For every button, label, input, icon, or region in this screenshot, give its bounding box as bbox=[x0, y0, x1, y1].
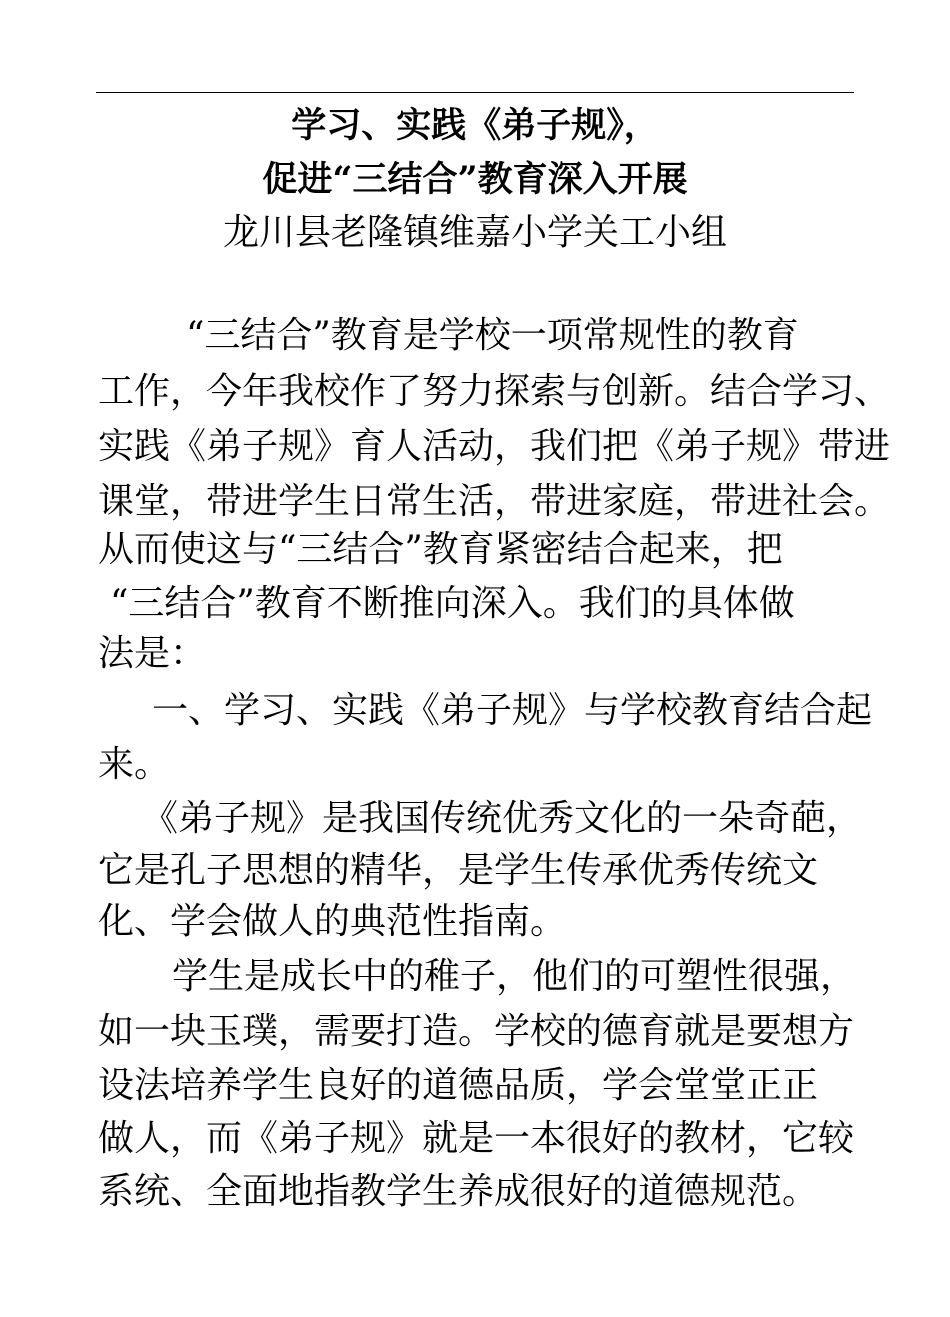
body-line-5: 从而使这与“三结合”教育紧密结合起来，把 bbox=[98, 529, 783, 570]
body-line-15: 设法培养学生良好的道德品质，学会堂堂正正 bbox=[98, 1065, 819, 1106]
body-line-17: 系统、全面地指教学生养成很好的道德规范。 bbox=[98, 1171, 819, 1212]
section-heading-1-end: 来。 bbox=[98, 744, 171, 785]
body-line-7: 法是： bbox=[98, 633, 207, 674]
body-line-6: “三结合”教育不断推向深入。我们的具体做 bbox=[110, 583, 795, 624]
document-author: 龙川县老隆镇维嘉小学关工小组 bbox=[222, 212, 727, 253]
document-title-line-2: 促进“三结合”教育深入开展 bbox=[262, 159, 688, 200]
body-line-3: 实践《弟子规》育人活动，我们把《弟子规》带进 bbox=[98, 426, 891, 467]
body-line-11: 它是孔子思想的精华，是学生传承优秀传统文 bbox=[98, 850, 819, 891]
section-heading-1: 一、学习、实践《弟子规》与学校教育结合起 bbox=[152, 690, 873, 731]
body-line-1: “三结合”教育是学校一项常规性的教育 bbox=[186, 315, 799, 356]
body-line-10: 《弟子规》是我国传统优秀文化的一朵奇葩， bbox=[142, 798, 863, 839]
body-line-4: 课堂，带进学生日常生活，带进家庭，带进社会。 bbox=[98, 481, 891, 522]
body-line-16: 做人，而《弟子规》就是一本很好的教材，它较 bbox=[98, 1118, 855, 1159]
body-line-14: 如一块玉璞，需要打造。学校的德育就是要想方 bbox=[98, 1011, 855, 1052]
header-rule bbox=[96, 92, 854, 93]
body-line-12: 化、学会做人的典范性指南。 bbox=[98, 901, 567, 942]
document-title-line-1: 学习、实践《弟子规》， bbox=[291, 105, 659, 146]
body-line-2: 工作，今年我校作了努力探索与创新。结合学习、 bbox=[98, 371, 891, 412]
body-line-13: 学生是成长中的稚子，他们的可塑性很强， bbox=[172, 956, 857, 997]
